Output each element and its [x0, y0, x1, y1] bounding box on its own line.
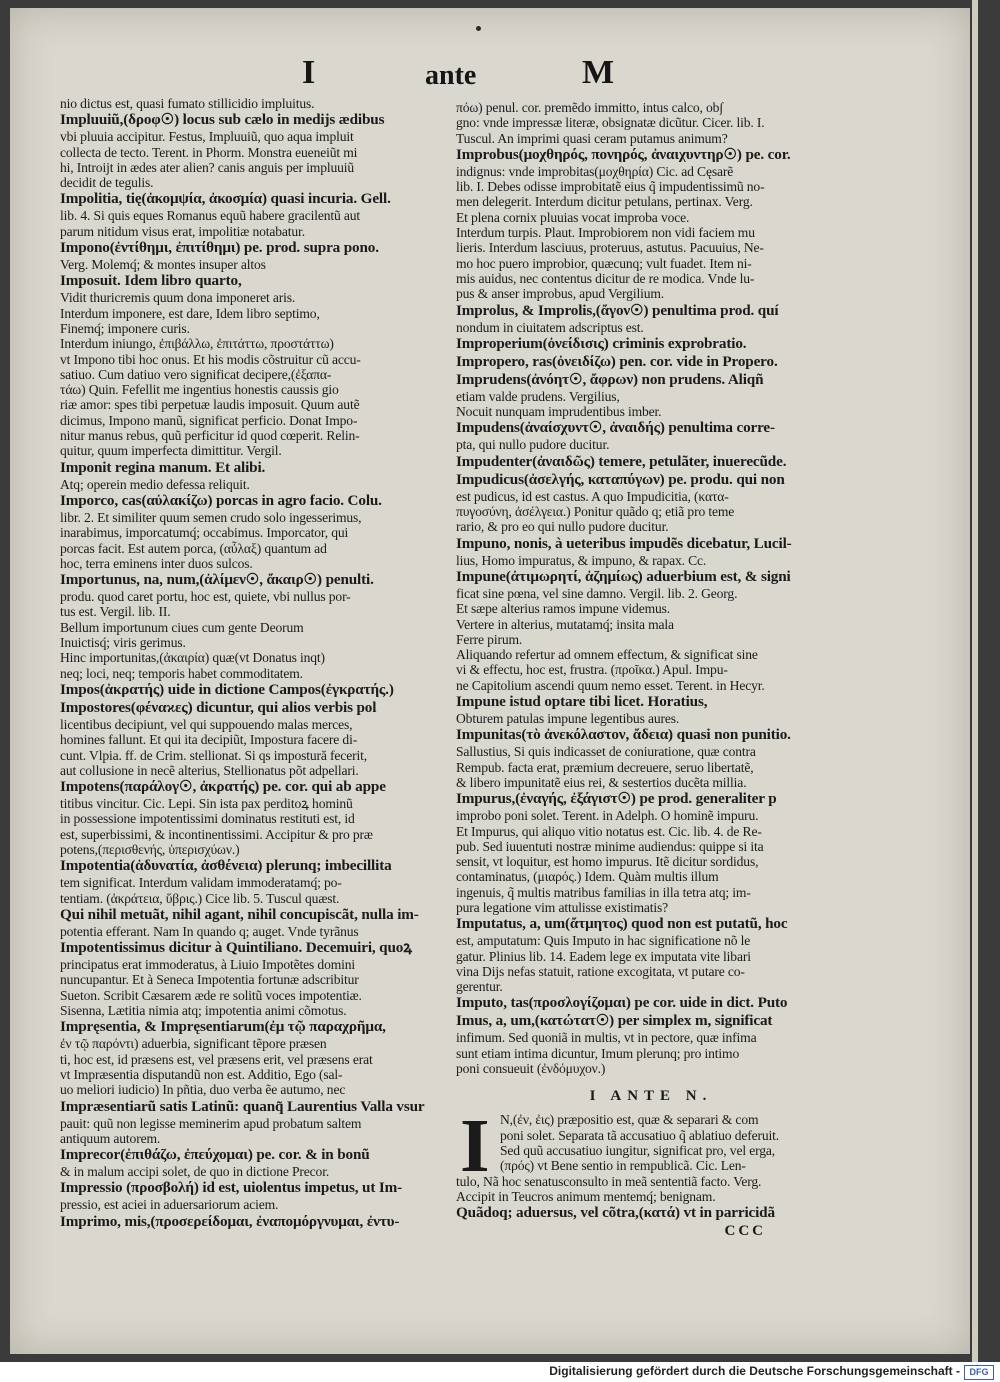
text-line: (πρός) vt Bene sentio in rempublicã. Cic. Len-	[500, 1158, 746, 1174]
text-line: Impropero, ras(ὀνειδίζω) pen. cor. vide in Propero.	[456, 352, 778, 370]
text-line: Et sæpe alterius ramos impune videmus.	[456, 601, 671, 617]
text-line: tus est. Vergil. lib. II.	[60, 604, 171, 620]
text-line: Impræsentiarũ satis Latinũ: quanq̃ Laurentius Valla vsur	[60, 1097, 425, 1115]
text-line: Aliquando refertur ad omnem effectum, & significat sine	[456, 647, 758, 663]
text-line: Impurus,(ἐναγής, ἐξάγιστ☉) pe prod. generaliter p	[456, 790, 777, 808]
text-line: porcas facit. Est autem porca, (αὖλαξ) quantum ad	[60, 540, 327, 556]
text-line: Impuno, nonis, à ueteribus impudẽs dicebatur, Lucil-	[456, 534, 792, 552]
text-line: Importunus, na, num,(ἀλίμεν☉, ἄκαιρ☉) penulti.	[60, 571, 374, 589]
text-line: ne Capitolium ascendi quum nemo esset. Terent. in Hecyr.	[456, 677, 765, 693]
text-line: dicimus, Impono manũ, significat perficio. Donat Impo-	[60, 412, 358, 428]
text-line: Sed quũ accusatiuo iungitur, significat pro, vel erga,	[500, 1142, 775, 1158]
page-edge	[972, 0, 978, 1362]
text-line: Impos(ἀκρατής) uide in dictione Campos(ἐγκρατής.)	[60, 680, 394, 698]
text-line: pus & anser improbus, apud Vergilium.	[456, 286, 665, 302]
text-line: titibus vincitur. Cic. Lepi. Sin ista pax perditoꝝ hominũ	[60, 796, 353, 812]
text-line: est, amputatum: Quis Imputo in hac significatione nõ le	[456, 933, 751, 949]
text-line: Interdum turpis. Plaut. Improbiorem non vidi faciem mu	[456, 225, 755, 241]
text-line: Improbus(μοχθηρός, πονηρός, ἀναιχυντηρ☉) pe. cor.	[456, 145, 791, 163]
text-line: gno: vnde impressæ literæ, obsignatæ dicũtur. Cicer. lib. I.	[456, 115, 765, 131]
text-line: Imputatus, a, um(ἄτμητος) quod non est putatũ, hoc	[456, 915, 788, 933]
text-line: Impluuiũ,(δροφ☉) locus sub cælo in medijs ædibus	[60, 111, 385, 129]
text-line: collecta de tecto. Terent. in Phorm. Monstra eueneiũt mi	[60, 144, 358, 160]
text-line: antiquum autorem.	[60, 1130, 161, 1146]
text-line: hi, Introijt in ædes ater alien? canis anguis per impluuiũ	[60, 159, 355, 175]
text-line: licentibus decipiunt, vel qui suppouendo malas merces,	[60, 716, 353, 732]
text-line: nio dictus est, quasi fumato stillicidio impluitus.	[60, 96, 315, 111]
text-line: Impune(ἀτιμωρητί, ἀζημίως) aduerbium est, & signi	[456, 567, 791, 585]
text-line: Et plena cornix pluuias vocat improba voce.	[456, 209, 690, 225]
text-line: infimum. Sed quoniã in multis, vt in pectore, quæ infima	[456, 1030, 757, 1046]
text-line: Obturem patulas impune legentibus aures.	[456, 711, 680, 727]
book-page	[10, 8, 970, 1354]
text-line: potens,(περισθενής, ὑπερισχύων.)	[60, 841, 240, 857]
text-line: ἐν τῷ παρόντι) aduerbia, significant tẽpore præsen	[60, 1036, 327, 1052]
left-column	[60, 96, 450, 1231]
dfg-logo: DFG	[964, 1365, 994, 1380]
text-line: & in malum accipi solet, de quo in dictione Precor.	[60, 1164, 330, 1180]
text-line: gatur. Plinius lib. 14. Eadem lege ex imputata vite libari	[456, 948, 751, 964]
text-line: parum nitidum visus erat, impolitiæ notabatur.	[60, 223, 305, 239]
text-line: pressio, est aciei in aduersariorum aciem.	[60, 1197, 279, 1213]
text-line: πόω) penul. cor. premẽdo immitto, intus calco, ob∫	[456, 100, 723, 115]
text-line: Imprimo, mis,(προσερείδομαι, ἐναπομόργνυμαι, ἐντυ-	[60, 1212, 400, 1230]
text-line: N,(ἐν, ἐις) præpositio est, quæ & separari & com	[500, 1112, 759, 1128]
ink-dot	[476, 26, 481, 31]
text-line: Imprecor(ἐπιθάζω, ἐπεύχομαι) pe. cor. & in bonũ	[60, 1146, 370, 1164]
text-line: Improlus, & Improlis,(ἄγον☉) penultima prod. quí	[456, 301, 779, 319]
header-right-letter: M	[582, 54, 615, 91]
text-line: gerentur.	[456, 979, 503, 995]
text-line: Vidit thuricremis quum dona imponeret aris.	[60, 290, 296, 306]
text-line: hoc, terra eminens inter duos sulcos.	[60, 555, 253, 571]
text-line: Impono(ἐντίθημι, ἐπιτίθημι) pe. prod. supra pono.	[60, 239, 379, 257]
text-line: potentia efferant. Nam In quando q; auget. Vnde tyrãnus	[60, 923, 359, 939]
text-line: in possessione impotentissimi dominatus restituti est, id	[60, 811, 355, 827]
running-header	[10, 54, 970, 94]
in-entry-lines	[456, 1112, 846, 1222]
text-line: Impotens(παράλογ☉, ἀκρατής) pe. cor. qui ab appe	[60, 778, 386, 796]
text-line: Impręsentia, & Impręsentiarum(ἐμ τῷ παραχρῆμα,	[60, 1018, 386, 1036]
text-line: pura legatione vim attulisse existimatis?	[456, 899, 669, 915]
text-line: Atq; operein medio defessa reliquit.	[60, 476, 250, 492]
text-line: tentiam. (ἀκράτεια, ὕβρις.) Cice lib. 5. Tuscul quæst.	[60, 890, 340, 906]
text-line: tem significat. Interdum validam immoderatamq́; po-	[60, 875, 342, 891]
text-line: Quãdoq; aduersus, vel cõtra,(κατά) vt in parricidã	[456, 1204, 775, 1222]
text-line: ficat sine pœna, vel sine damno. Vergil. lib. 2. Georg.	[456, 585, 738, 601]
text-line: rario, & pro eo qui nullo pudore ducitur.	[456, 519, 669, 535]
text-line: etiam valde prudens. Vergilius,	[456, 388, 620, 404]
text-line: aut collusione in necẽ alterius, Stellionatus põt adpellari.	[60, 762, 359, 778]
text-line: vbi pluuia accipitur. Festus, Impluuiũ, quo aqua impluit	[60, 129, 354, 145]
text-line: satiuo. Cum datiuo vero significat decipere,(ἐξαπα-	[60, 366, 332, 382]
text-line: poni consueuit (ἐνδόμυχον.)	[456, 1061, 606, 1077]
text-line: lib. I. Debes odisse improbitatẽ eius q̃ impudentissimũ no-	[456, 179, 765, 195]
text-line: pta, qui nullo pudore ducitur.	[456, 437, 610, 453]
text-line: libr. 2. Et similiter quum semen crudo solo ingesserimus,	[60, 509, 362, 525]
section-title: I ANTE N.	[589, 1088, 713, 1105]
text-line: Impressio (προσβολή) id est, uiolentus impetus, ut Im-	[60, 1179, 403, 1197]
text-line: Imposuit. Idem libro quarto,	[60, 272, 242, 290]
text-line: lieris. Interdum lasciuus, proteruus, astutus. Pacuuius, Ne-	[456, 240, 764, 256]
text-line: nondum in ciuitatem adscriptus est.	[456, 319, 644, 335]
text-line: Tuscul. An imprimi quasi ceram putamus animum?	[456, 130, 728, 146]
text-line: pauit: quũ non legisse meminerim apud probatum saltem	[60, 1115, 362, 1131]
text-line: principatus erat immoderatus, à Liuio Impotẽtes domini	[60, 957, 356, 973]
text-line: pub. Sed iuuentuti nostræ minime audiendus: quippe si ita	[456, 838, 764, 854]
header-left-letter: I	[302, 54, 316, 91]
text-line: ingenuis, q̃ multis matribus familias in illa tetra atq; im-	[456, 884, 751, 900]
text-line: quitur, quum imperfecta dimittitur. Vergil.	[60, 443, 282, 459]
text-line: Impudenter(ἀναιδῶς) temere, petulãter, inuerecũde.	[456, 452, 787, 470]
text-line: Interdum imponere, est dare, Idem libro septimo,	[60, 305, 320, 321]
text-line: Impolitia, tię(ἀκομψία, ἀκοσμία) quasi incuria. Gell.	[60, 190, 391, 208]
text-line: decidit de tegulis.	[60, 175, 154, 191]
text-line: Sueton. Scribit Cæsarem æde re solitũ voces impotentiæ.	[60, 987, 362, 1003]
text-line: improbo poni solet. Terent. in Adelph. O hominẽ impuru.	[456, 808, 759, 824]
text-line: Imputo, tas(προσλογίζομαι) pe cor. uide in dict. Puto	[456, 994, 788, 1012]
text-line: inarabimus, imporcatumq́; occabimus. Imporcator, qui	[60, 525, 349, 541]
in-entry	[456, 1104, 846, 1222]
text-line: lib. 4. Si quis eques Romanus equũ habere gracilentũ aut	[60, 208, 361, 224]
text-line: Rempub. facta erat, præmium decreuere, seruo libertatẽ,	[456, 759, 754, 775]
text-line: mo hoc puero improbior, quæcunq; vult fuadet. Item ni-	[456, 255, 752, 271]
text-line: ti, hoc est, id præsens est, vel præsens erit, vel præsens erat	[60, 1051, 373, 1067]
text-line: Finemq́; imponere curis.	[60, 320, 190, 336]
text-line: Impudens(ἀναίσχυντ☉, ἀναιδής) penultima corre-	[456, 419, 775, 437]
text-line: vt Impono tibi hoc onus. Et his modis cõstruitur cũ accu-	[60, 351, 361, 367]
text-line: est pudicus, id est castus. A quo Impudicitia, (κατα-	[456, 488, 729, 504]
text-line: vina Dijs nefas statuit, ratione excogitata, vt putare co-	[456, 963, 745, 979]
text-line: Inuictisq́; viris gerimus.	[60, 635, 186, 651]
text-line: nuncupantur. Et à Seneca Impotentia fortunæ adscribitur	[60, 972, 359, 988]
text-line: Verg. Molemq́; & montes insuper altos	[60, 257, 266, 273]
text-line: Improperium(ὀνείδισις) criminis exprobratio.	[456, 334, 747, 352]
text-line: contaminatus, (μιαρός.) Idem. Quàm multis illum	[456, 869, 719, 885]
text-line: Impotentissimus dicitur à Quintiliano. Decemuiri, quoꝝ	[60, 939, 412, 957]
text-line: Impudicus(ἀσελγής, καταπύγων) pe. produ. qui non	[456, 470, 785, 488]
text-line: indignus: vnde improbitas(μοχθηρία) Cic. ad Cęsarẽ	[456, 163, 734, 179]
footer-bar	[0, 1362, 1000, 1382]
text-line: vi & effectu, hoc est, frustra. (προῖκα.) Apul. Impu-	[456, 662, 728, 678]
text-line: Sisenna, Lætitia nimia atq; impotentia animi cõmotus.	[60, 1003, 347, 1019]
text-line: produ. quod caret portu, hoc est, quiete, vbi nullus por-	[60, 589, 351, 605]
header-middle-word: ante	[425, 60, 477, 91]
text-line: Qui nihil metuãt, nihil agant, nihil concupiscãt, nulla im-	[60, 905, 419, 923]
text-line: Nocuit nunquam imprudentibus imber.	[456, 404, 662, 420]
text-line: Interdum iniungo, ἐπιβάλλω, ἐπιτάττω, προστάττω)	[60, 336, 334, 352]
text-line: Imus, a, um,(κατώτατ☉) per simplex m, significat	[456, 1012, 773, 1030]
text-line: Ferre pirum.	[456, 631, 523, 647]
text-line: & libero impunitatẽ eius rei, & sestertios ducẽta millia.	[456, 774, 747, 790]
text-line: homines fallunt. Et qui ita decipiũt, Impostura facere di-	[60, 732, 358, 748]
text-line: riæ amor: spes tibi perpetuæ laudis imposuit. Quum autẽ	[60, 397, 360, 413]
text-line: tulo, Nã hoc senatusconsulto in meã sententiã facto. Verg.	[456, 1173, 762, 1189]
text-line: Impunitas(τὸ ἀνεκόλαστον, ἄδεια) quasi non punitio.	[456, 726, 791, 744]
right-column	[456, 100, 846, 1240]
text-line: Hinc importunitas,(ἀκαιρία) quæ(vt Donatus inqt)	[60, 650, 325, 666]
text-line: Vertere in alterius, mutatamq́; insita mala	[456, 616, 674, 632]
text-line: Imprudens(ἀνόητ☉, ἄφρων) non prudens. Aliqñ	[456, 370, 764, 388]
text-line: nitur manus rebus, quũ perficitur id quod cœperit. Relin-	[60, 428, 360, 444]
text-line: lius, Homo impuratus, & impuno, & rapax. Cc.	[456, 552, 707, 568]
text-line: Et Impurus, qui aliquo vitio notatus est. Cic. lib. 4. de Re-	[456, 823, 762, 839]
drop-capital: I	[460, 1104, 490, 1189]
text-line: vt Impræsentia disputandũ non est. Additio, Ego (sal-	[60, 1066, 343, 1082]
text-line: Accipit in Teucros animum mentemq́; benignam.	[456, 1188, 716, 1204]
text-line: mis auidus, nec contentus dicitur de re modica. Vnde lu-	[456, 270, 755, 286]
text-line: Imponit regina manum. Et alibi.	[60, 458, 266, 476]
text-line: Imporco, cas(αὐλακίζω) porcas in agro facio. Colu.	[60, 491, 382, 509]
text-line: poni solet. Separata tã accusatiuo q̃ ablatiuo deferuit.	[500, 1127, 780, 1143]
text-line: Impotentia(ἀδυνατία, ἀσθένεια) plerunq; imbecillita	[60, 857, 392, 875]
text-line: est, superbissimi, & incontinentissimi. Accipitur & pro præ	[60, 826, 373, 842]
text-line: men delegerit. Interdum dicitur petulans, pertinax. Verg.	[456, 194, 753, 210]
text-line: τάω) Quin. Fefellit me ingentius honestis caussis gio	[60, 382, 339, 398]
text-line: Impune istud optare tibi licet. Horatius,	[456, 693, 708, 711]
right-column-entries	[456, 100, 846, 1076]
funding-notice: Digitalisierung gefördert durch die Deutsche Forschungsgemeinschaft -	[549, 1364, 960, 1378]
text-line: sunt etiam intima dicuntur, Imum plerunq; pro intimo	[456, 1045, 740, 1061]
text-line: Impostores(φέναϰες) dicuntur, qui alios verbis pol	[60, 698, 377, 716]
text-line: Bellum importunum ciues cum gente Deorum	[60, 619, 304, 635]
signature-mark: CCC	[724, 1223, 766, 1240]
text-line: sensit, vt loquitur, est homo impurus. Itẽ dicitur sordidus,	[456, 854, 759, 870]
text-line: πυγοσύνη, ἀσέλγεια.) Ponitur quãdo q; etiã pro teme	[456, 504, 735, 520]
text-line: neq; loci, neq; temporis habet commoditatem.	[60, 665, 303, 681]
text-line: uo meliori iudicio) In pñtia, duo verba ẽe autumo, nec	[60, 1082, 346, 1098]
text-line: Sallustius, Si quis indicasset de coniuratione, quæ contra	[456, 744, 756, 760]
text-line: cunt. Vlpia. ff. de Crim. stellionat. Si qs impostură fecerit,	[60, 747, 367, 763]
